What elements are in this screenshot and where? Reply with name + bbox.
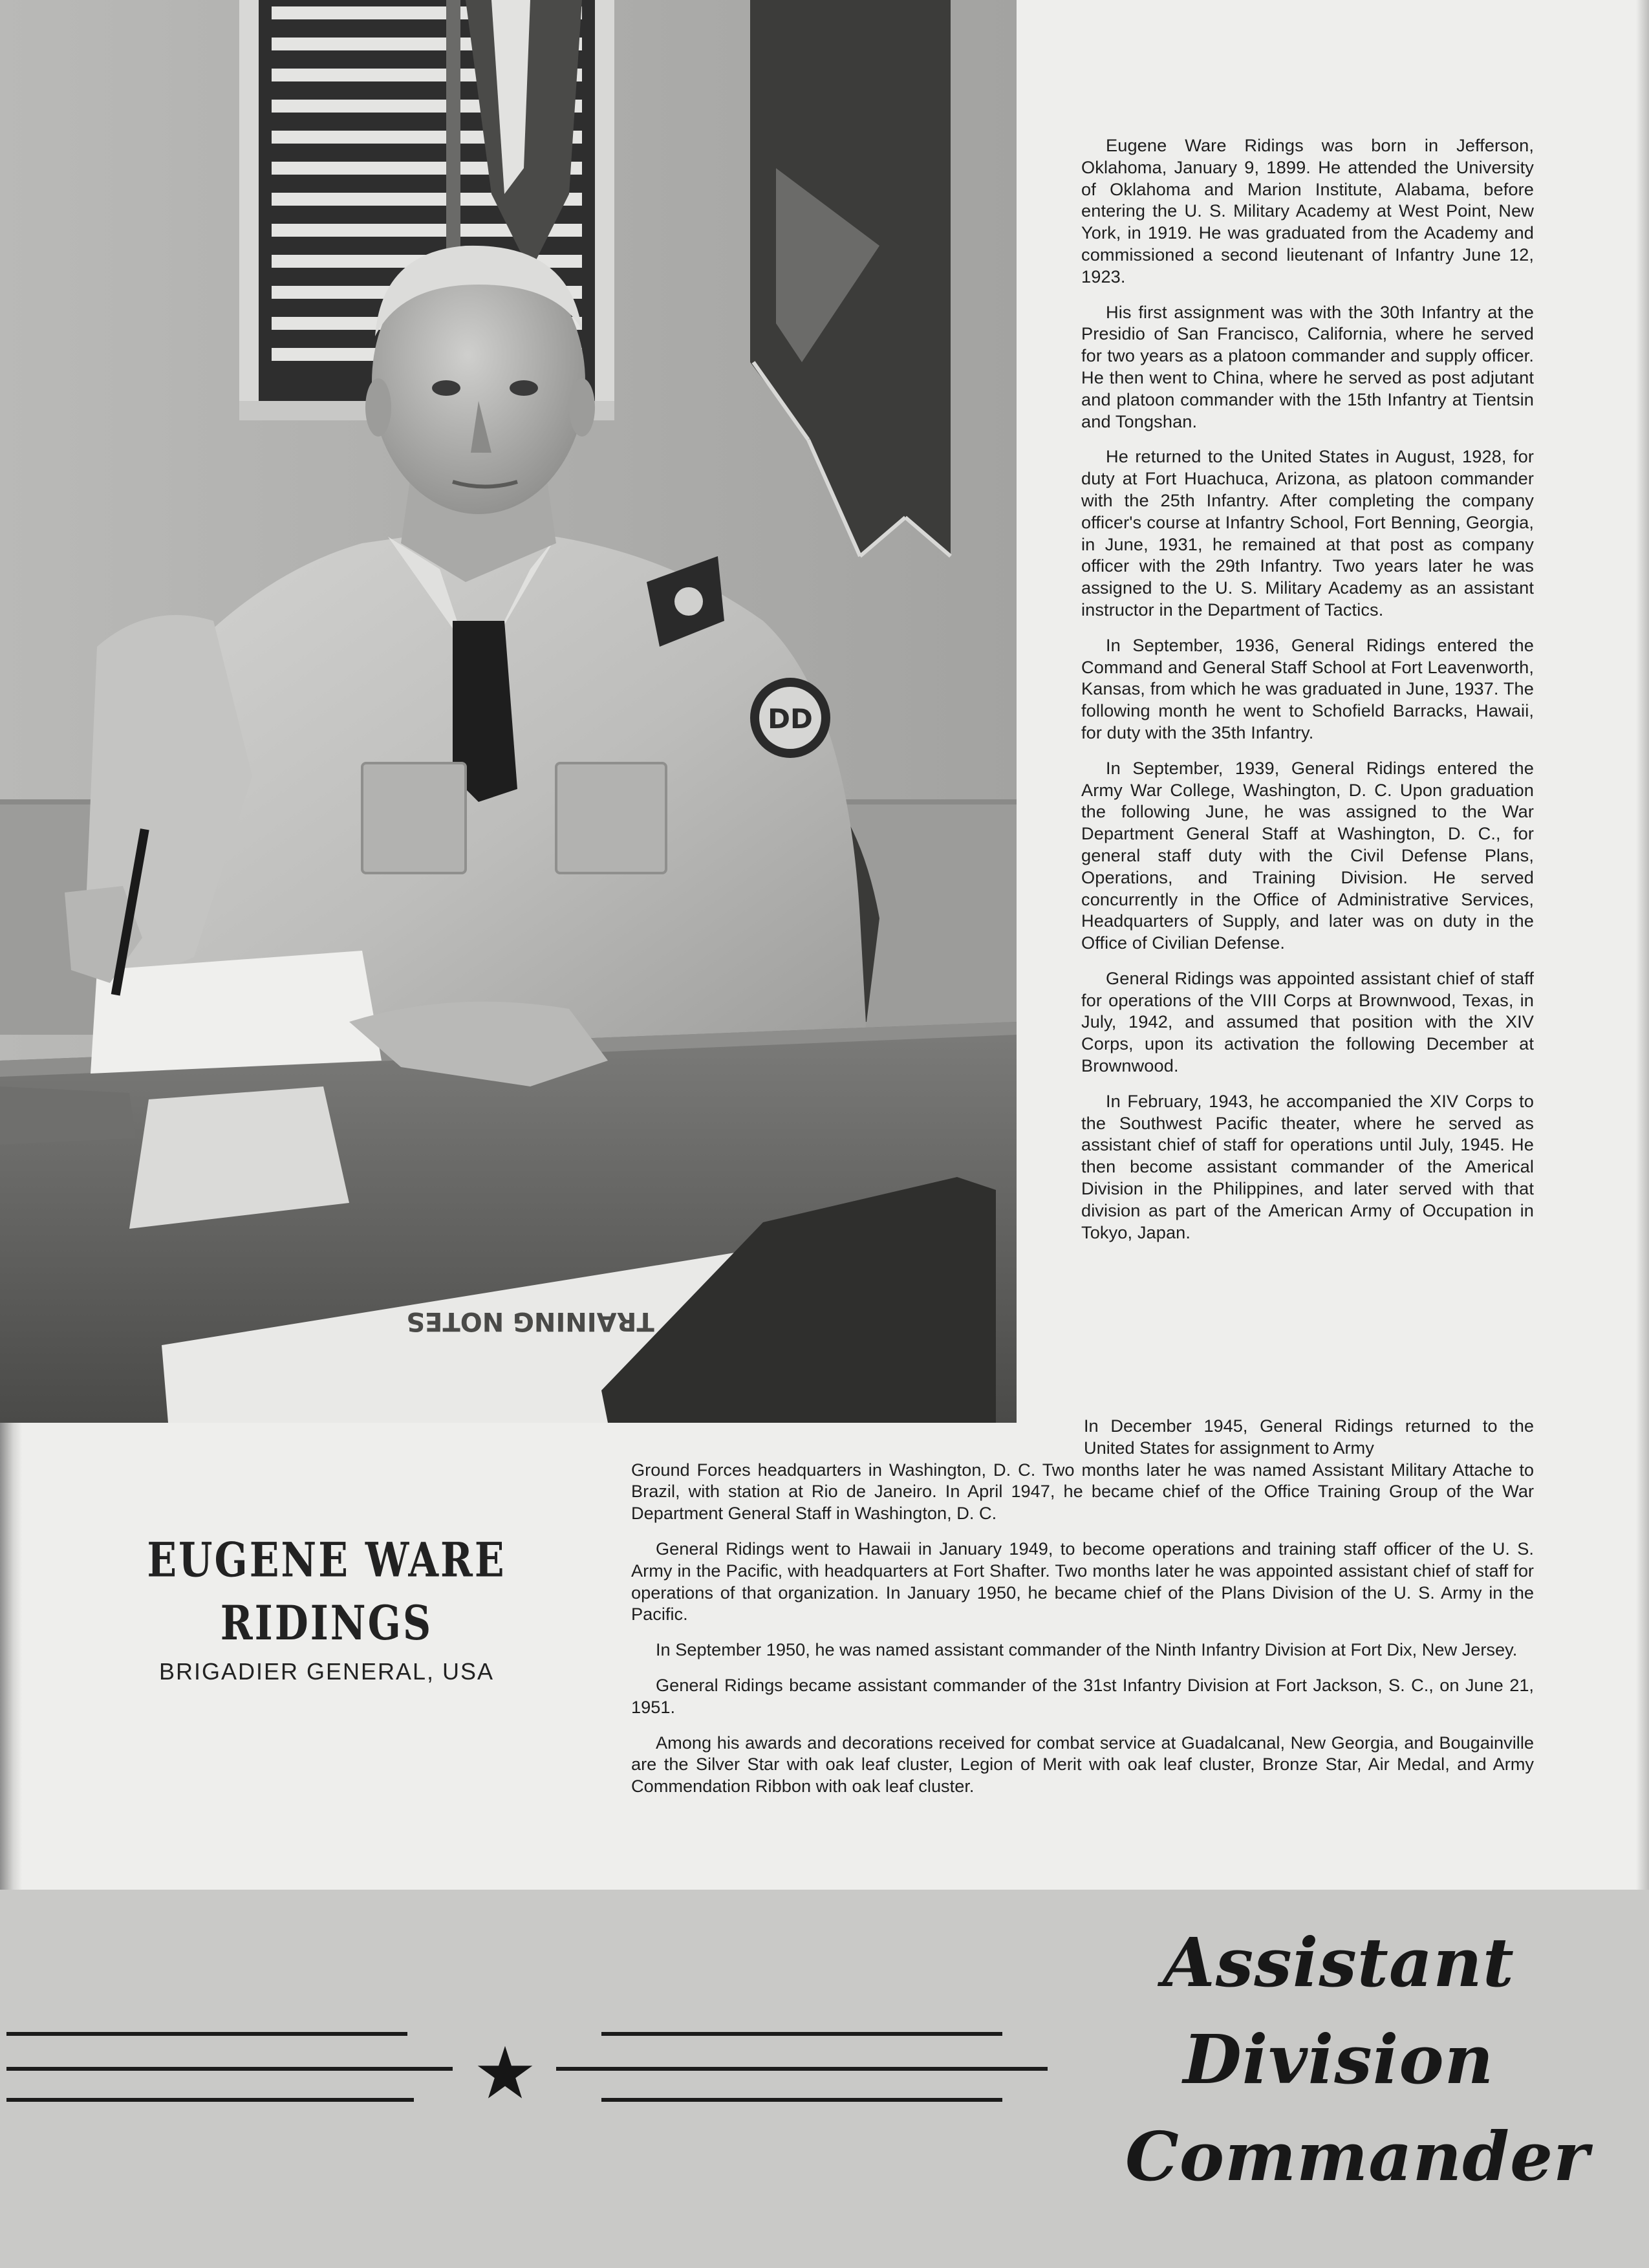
biography-wide: [631, 1415, 1534, 1811]
officer-name: EUGENE WARE RIDINGS: [147, 1533, 506, 1652]
ornament-rule: [6, 2032, 407, 2036]
ornament-rule: [601, 2098, 1002, 2102]
ornament-rule: [6, 2098, 414, 2102]
bio-paragraph-6: General Ridings was appointed assistant chief of staff for operations of the VIII Corps at Brownwood, Texas, in July, 1942, and assumed that position with the XIV Corps, upon its activation the following December at Brownwood.: [1081, 967, 1534, 1076]
star-icon: [476, 2044, 534, 2102]
desk-paper-label: TRAINING NOTES: [406, 1306, 654, 1336]
bio-paragraph-4: In September, 1936, General Ridings entered the Command and General Staff School at Fort Leavenworth, Kansas, from which he was graduated in June, 1937. The following month he went to Schofield Barracks, Hawaii, for duty with the 35th Infantry.: [1081, 634, 1534, 742]
ornament-rule: [6, 2067, 453, 2071]
bio-paragraph-2: His first assignment was with the 30th Infantry at the Presidio of San Francisco, California, where he served for two years as a platoon commander and supply officer. He then went to China, where he served as post adjutant and platoon commander with the 15th Infantry at Tientsin and Tongshan.: [1081, 301, 1534, 431]
section-title-line-3: Commander: [1125, 2117, 1590, 2196]
shoulder-patch-label: DD: [768, 703, 813, 735]
biography-column: [1081, 135, 1534, 1257]
officer-name-block: [58, 1533, 595, 1685]
bio-paragraph-8: [631, 1415, 1534, 1524]
bio-paragraph-10: In September 1950, he was named assistant commander of the Ninth Infantry Division at Fort Dix, New Jersey.: [656, 1639, 1518, 1660]
bio-paragraph-11: General Ridings became assistant commander of the 31st Infantry Division at Fort Jackson, S. C., on June 21, 1951.: [631, 1674, 1534, 1717]
officer-photograph: [0, 0, 1017, 1423]
bio-paragraph-5: In September, 1939, General Ridings entered the Army War College, Washington, D. C. Upon graduation the following June, he was assigned to the War Department General Staff at Washington, D. C., for general staff duty with the Civil Defense Plans, Operations, and Training Division. He served concurrently in the Office of Administrative Services, Headquarters of Supply, and later was on duty in the Office of Civilian Defense.: [1081, 757, 1534, 953]
section-title-line-2: Division: [1183, 2020, 1494, 2099]
ornament-rule: [556, 2067, 1048, 2071]
ornament-rule: [601, 2032, 1002, 2036]
officer-rank: BRIGADIER GENERAL, USA: [158, 1658, 495, 1685]
section-title: [1125, 1914, 1590, 2205]
bio-paragraph-3: He returned to the United States in August, 1928, for duty at Fort Huachuca, Arizona, as platoon commander with the 25th Infantry. After completing the company officer's course at Infantry School, Fort Benning, Georgia, in June, 1931, he remained at that post as company officer with the 29th Infantry. Two years later he was assigned to the U. S. Military Academy as an assistant instructor in the Department of Tactics.: [1081, 446, 1534, 620]
bio-paragraph-8-lead: In December 1945, General Ridings returned to the United States for assignment to Army: [1084, 1416, 1534, 1458]
bio-paragraph-9: General Ridings went to Hawaii in January 1949, to become operations and training staff officer of the U. S. Army in the Pacific, with headquarters at Fort Shafter. Two months later he was appointed assistant chief of staff for operations of that organization. In January 1950, he became chief of the Plans Division of the U. S. Army in the Pacific.: [631, 1538, 1534, 1625]
section-title-line-1: Assistant: [1163, 1923, 1514, 2002]
bio-paragraph-7: In February, 1943, he accompanied the XIV Corps to the Southwest Pacific theater, where he served as assistant chief of staff for operations until July, 1945. He then become assistant commander of the Americal Division in the Philippines, and later served with that division as part of the American Army of Occupation in Tokyo, Japan.: [1081, 1090, 1534, 1242]
bio-paragraph-12: Among his awards and decorations received for combat service at Guadalcanal, New Georgia, and Bougainville are the Silver Star with oak leaf cluster, Legion of Merit with oak leaf cluster, Bronze Star, Air Medal, and Army Commendation Ribbon with oak leaf cluster.: [631, 1732, 1534, 1797]
bio-paragraph-8-rest: Ground Forces headquarters in Washington, D. C. Two months later he was named Assistant Military Attache to Brazil, with station at Rio de Janeiro. In April 1947, he became chief of the Office Training Group of the War Department General Staff in Washington, D. C.: [631, 1459, 1534, 1524]
bio-paragraph-1: Eugene Ware Ridings was born in Jefferson, Oklahoma, January 9, 1899. He attended the University of Oklahoma and Marion Institute, Alabama, before entering the U. S. Military Academy at West Point, New York, in 1919. He was graduated from the Academy and commissioned a second lieutenant of Infantry June 12, 1923.: [1081, 135, 1534, 286]
